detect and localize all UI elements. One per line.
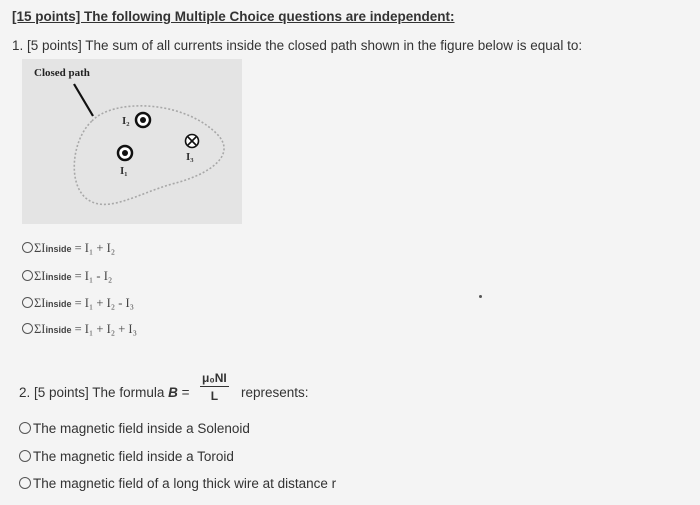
q1-option-1[interactable]: ΣIinside = I₁ + I₂ <box>22 241 115 256</box>
radio-icon[interactable] <box>19 422 31 434</box>
current-i1-label: I₁ <box>120 165 128 177</box>
current-i3-label: I₃ <box>186 151 194 163</box>
q1-option-2[interactable]: ΣIinside = I₁ - I₂ <box>22 269 112 284</box>
closed-path-diagram <box>22 59 242 224</box>
radio-icon[interactable] <box>22 323 33 334</box>
formula-variable: B <box>168 385 178 400</box>
current-i2-center <box>140 117 146 123</box>
question-2-suffix: represents: <box>241 385 309 400</box>
q2-option-3[interactable]: The magnetic field of a long thick wire at distance r <box>19 476 336 491</box>
q1-option-4[interactable]: ΣIinside = I₁ + I₂ + I₃ <box>22 322 137 337</box>
current-i1-center <box>122 150 128 156</box>
q1-option-3[interactable]: ΣIinside = I₁ + I₂ - I₃ <box>22 296 134 311</box>
closed-path-label: Closed path <box>34 67 90 79</box>
formula-numerator: μ₀NI <box>202 371 227 385</box>
current-i2-label: I₂ <box>122 115 130 127</box>
question-1-text: 1. [5 points] The sum of all currents inside the closed path shown in the figure below is equal to: <box>12 38 583 53</box>
formula-fraction <box>200 371 229 403</box>
closed-path-figure <box>22 59 242 224</box>
formula-denominator: L <box>210 389 219 403</box>
stray-mark <box>479 295 482 298</box>
section-heading: [15 points] The following Multiple Choice questions are independent: <box>12 9 455 24</box>
radio-icon[interactable] <box>22 270 33 281</box>
path-pointer <box>74 84 93 116</box>
radio-icon[interactable] <box>22 242 33 253</box>
q2-option-1[interactable]: The magnetic field inside a Solenoid <box>19 421 250 436</box>
radio-icon[interactable] <box>22 297 33 308</box>
radio-icon[interactable] <box>19 477 31 489</box>
q2-option-2[interactable]: The magnetic field inside a Toroid <box>19 449 234 464</box>
radio-icon[interactable] <box>19 450 31 462</box>
question-2-text: 2. [5 points] The formula B = <box>19 385 190 400</box>
